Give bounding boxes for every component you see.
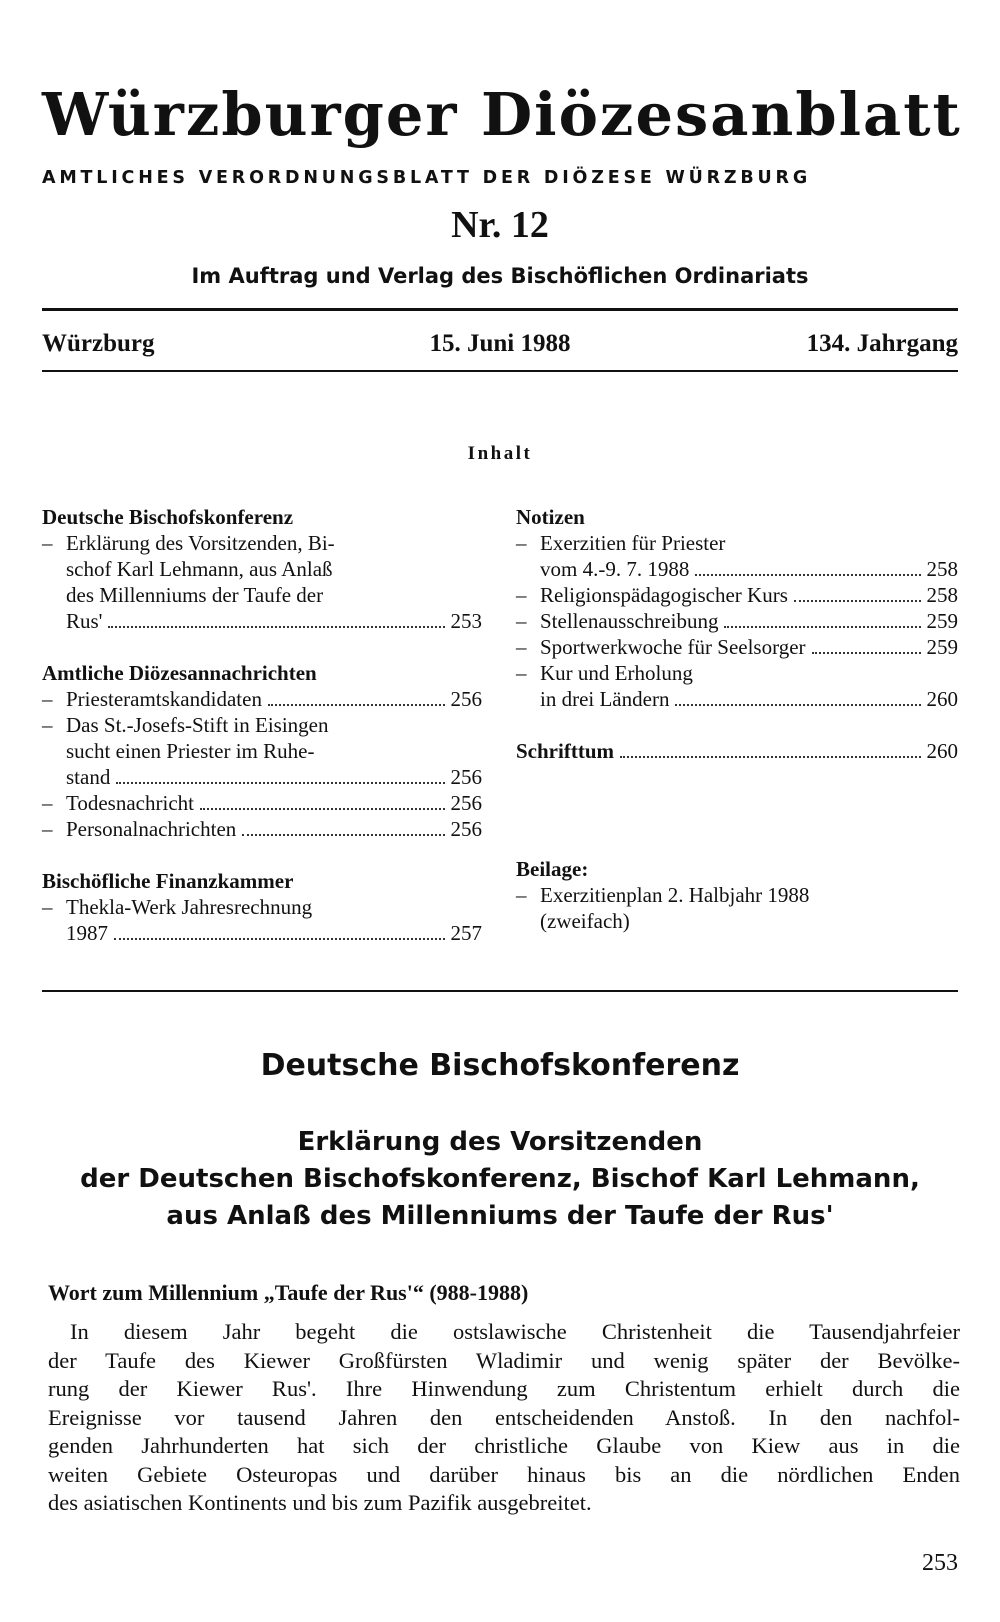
- toc-dash: –: [516, 609, 527, 633]
- toc-heading-row: [516, 738, 958, 764]
- masthead-title: Würzburger Diözesanblatt: [42, 80, 962, 149]
- toc-heading: Bischöfliche Finanzkammer: [42, 869, 294, 893]
- toc-entry-line: Erklärung des Vorsitzenden, Bi-: [66, 531, 335, 555]
- toc-entry-line: des Millenniums der Taufe der: [66, 583, 324, 607]
- contents-heading: Inhalt: [467, 443, 533, 464]
- toc-entry-text: vom 4.-9. 7. 1988: [540, 557, 690, 581]
- toc-entry-text: Priesteramtskandidaten: [66, 687, 262, 711]
- toc-dash: –: [42, 817, 53, 841]
- toc-entry-line: Das St.-Josefs-Stift in Eisingen: [66, 713, 329, 737]
- toc-entry-text: Religionspädagogischer Kurs: [540, 583, 788, 607]
- toc-entry-body: [66, 816, 482, 842]
- toc-dash: –: [42, 687, 53, 711]
- toc-entry: [42, 816, 482, 842]
- toc-heading: Schrifttum: [516, 739, 614, 763]
- toc-page-number: 256: [450, 791, 482, 815]
- toc-entry: [42, 712, 482, 790]
- paragraph-line: des asiatischen Kontinents und bis zum Pazifik ausgebreitet.: [48, 1490, 592, 1515]
- toc-entry-lastline: [66, 816, 482, 842]
- toc-page-number: 258: [926, 557, 958, 581]
- toc-entry-text: Personalnachrichten: [66, 817, 237, 841]
- article-title-line: Erklärung des Vorsitzenden: [297, 1127, 703, 1157]
- toc-entry-line: Exerzitien für Priester: [540, 531, 726, 555]
- toc-entry-text: Stellenausschreibung: [540, 609, 719, 633]
- toc-plain-entry: [516, 882, 958, 908]
- toc-dash: –: [516, 531, 527, 555]
- toc-entry-text: 1987: [66, 921, 108, 945]
- toc-page-number: 259: [926, 635, 958, 659]
- toc-entry: [42, 894, 482, 946]
- masthead-subtitle: AMTLICHES VERORDNUNGSBLATT DER DIÖZESE WÜRZBURG: [42, 168, 811, 188]
- issue-number: Nr. 12: [451, 204, 549, 246]
- toc-entry-body: [540, 530, 958, 582]
- article-paragraph: [48, 1318, 960, 1518]
- toc-entry-lastline: [66, 686, 482, 712]
- toc-entry-lastline: [66, 920, 482, 946]
- toc-entry-body: [66, 894, 482, 946]
- toc-section: [516, 856, 958, 934]
- article-title: [0, 1124, 1000, 1235]
- toc-entry-body: [540, 634, 958, 660]
- toc-entry: [516, 634, 958, 660]
- toc-entry-text: stand: [66, 765, 111, 789]
- dot-leader: [695, 574, 920, 576]
- toc-entry-line: Thekla-Werk Jahresrechnung: [66, 895, 313, 919]
- toc-entry-lastline: [66, 764, 482, 790]
- page-number: 253: [922, 1550, 958, 1576]
- toc-entry: [516, 608, 958, 634]
- toc-dash: –: [42, 713, 53, 737]
- toc-entry: [516, 582, 958, 608]
- dot-leader: [794, 600, 921, 602]
- paragraph-line: weiten Gebiete Osteuropas und darüber hinaus bis an die nördlichen Enden: [48, 1461, 960, 1487]
- toc-section: [42, 660, 482, 842]
- toc-entry: [42, 686, 482, 712]
- toc-plain-line: Exerzitienplan 2. Halbjahr 1988: [540, 883, 810, 907]
- toc-dash: –: [42, 895, 53, 919]
- info-place: Würzburg: [42, 330, 155, 357]
- info-date: 15. Juni 1988: [429, 330, 571, 357]
- publisher-line: Im Auftrag und Verlag des Bischöflichen Ordinariats: [191, 264, 809, 288]
- toc-right-column: [516, 504, 958, 948]
- dot-leader: [268, 704, 445, 706]
- toc-entry-lastline: [540, 634, 958, 660]
- toc-section: [516, 504, 958, 712]
- toc-entry-body: [66, 686, 482, 712]
- dot-leader: [812, 652, 921, 654]
- toc-page-number: 256: [450, 765, 482, 789]
- dot-leader: [108, 626, 444, 628]
- toc-page-number: 258: [926, 583, 958, 607]
- top-rule: [42, 308, 958, 311]
- dot-leader: [200, 808, 445, 810]
- toc-heading: Deutsche Bischofskonferenz: [42, 505, 294, 529]
- dot-leader: [724, 626, 920, 628]
- toc-entry-body: [540, 582, 958, 608]
- toc-page-number: 256: [450, 687, 482, 711]
- section-title: Deutsche Bischofskonferenz: [260, 1048, 740, 1083]
- toc-entry-line: schof Karl Lehmann, aus Anlaß: [66, 557, 333, 581]
- info-volume: 134. Jahrgang: [806, 330, 958, 357]
- toc-entry-body: [540, 608, 958, 634]
- toc-entry-text: Sportwerkwoche für Seelsorger: [540, 635, 806, 659]
- toc-entry: [42, 530, 482, 634]
- toc-entry-lastline: [540, 582, 958, 608]
- toc-entry-body: [66, 712, 482, 790]
- toc-page-number: 260: [926, 739, 958, 763]
- dot-leader: [114, 938, 445, 940]
- toc-dash: –: [516, 883, 527, 907]
- toc-section: [42, 504, 482, 634]
- toc-plain-line: (zweifach): [540, 909, 630, 933]
- toc-entry-lastline: [66, 608, 482, 634]
- article-title-line: aus Anlaß des Millenniums der Taufe der Rus': [166, 1201, 834, 1231]
- toc-page-number: 256: [450, 817, 482, 841]
- section-divider: [42, 990, 958, 992]
- paragraph-line: der Taufe des Kiewer Großfürsten Wladimir und wenig später der Bevölke-: [48, 1347, 960, 1373]
- toc-entry-lastline: [540, 608, 958, 634]
- toc-entry-line: Kur und Erholung: [540, 661, 693, 685]
- toc-dash: –: [42, 791, 53, 815]
- paragraph-line: genden Jahrhunderten hat sich der christliche Glaube von Kiew aus in die: [48, 1433, 960, 1458]
- toc-entry-text: Todesnachricht: [66, 791, 194, 815]
- toc-entry-text: Rus': [66, 609, 103, 633]
- toc-page-number: 257: [450, 921, 482, 945]
- dot-leader: [675, 704, 920, 706]
- toc-dash: –: [516, 661, 527, 685]
- toc-heading: Amtliche Diözesannachrichten: [42, 661, 317, 685]
- paragraph-line: In diesem Jahr begeht die ostslawische Christenheit die Tausendjahrfeier: [70, 1319, 960, 1344]
- toc-entry: [42, 790, 482, 816]
- dot-leader: [620, 756, 921, 758]
- toc-dash: –: [516, 583, 527, 607]
- toc-page-number: 260: [926, 687, 958, 711]
- toc-left-column: [42, 504, 482, 960]
- toc-entry: [516, 660, 958, 712]
- toc-entry-line: sucht einen Priester im Ruhe-: [66, 739, 315, 763]
- toc-page-number: 253: [450, 609, 482, 633]
- toc-entry-body: [540, 660, 958, 712]
- toc-section: [516, 738, 958, 764]
- dot-leader: [116, 782, 444, 784]
- toc-entry-body: [66, 530, 482, 634]
- toc-plain-entry: [516, 908, 958, 934]
- toc-dash: –: [42, 531, 53, 555]
- toc-entry-body: [66, 790, 482, 816]
- toc-heading: Beilage:: [516, 857, 589, 881]
- paragraph-line: rung der Kiewer Rus'. Ihre Hinwendung zum Christentum erhielt durch die: [48, 1376, 960, 1401]
- toc-page-number: 259: [926, 609, 958, 633]
- info-rule: [42, 370, 958, 372]
- paragraph-line: Ereignisse vor tausend Jahren den entscheidenden Anstoß. In den nachfol-: [48, 1404, 960, 1430]
- toc-entry-lastline: [540, 686, 958, 712]
- toc-entry-lastline: [66, 790, 482, 816]
- toc-entry-lastline: [540, 556, 958, 582]
- toc-heading: Notizen: [516, 505, 585, 529]
- toc-dash: –: [516, 635, 527, 659]
- article-title-line: der Deutschen Bischofskonferenz, Bischof Karl Lehmann,: [80, 1164, 920, 1194]
- toc-entry-text: in drei Ländern: [540, 687, 670, 711]
- dot-leader: [242, 834, 444, 836]
- toc-section: [42, 868, 482, 946]
- toc-entry: [516, 530, 958, 582]
- article-subheading: Wort zum Millennium „Taufe der Rus'“ (988-1988): [48, 1280, 529, 1305]
